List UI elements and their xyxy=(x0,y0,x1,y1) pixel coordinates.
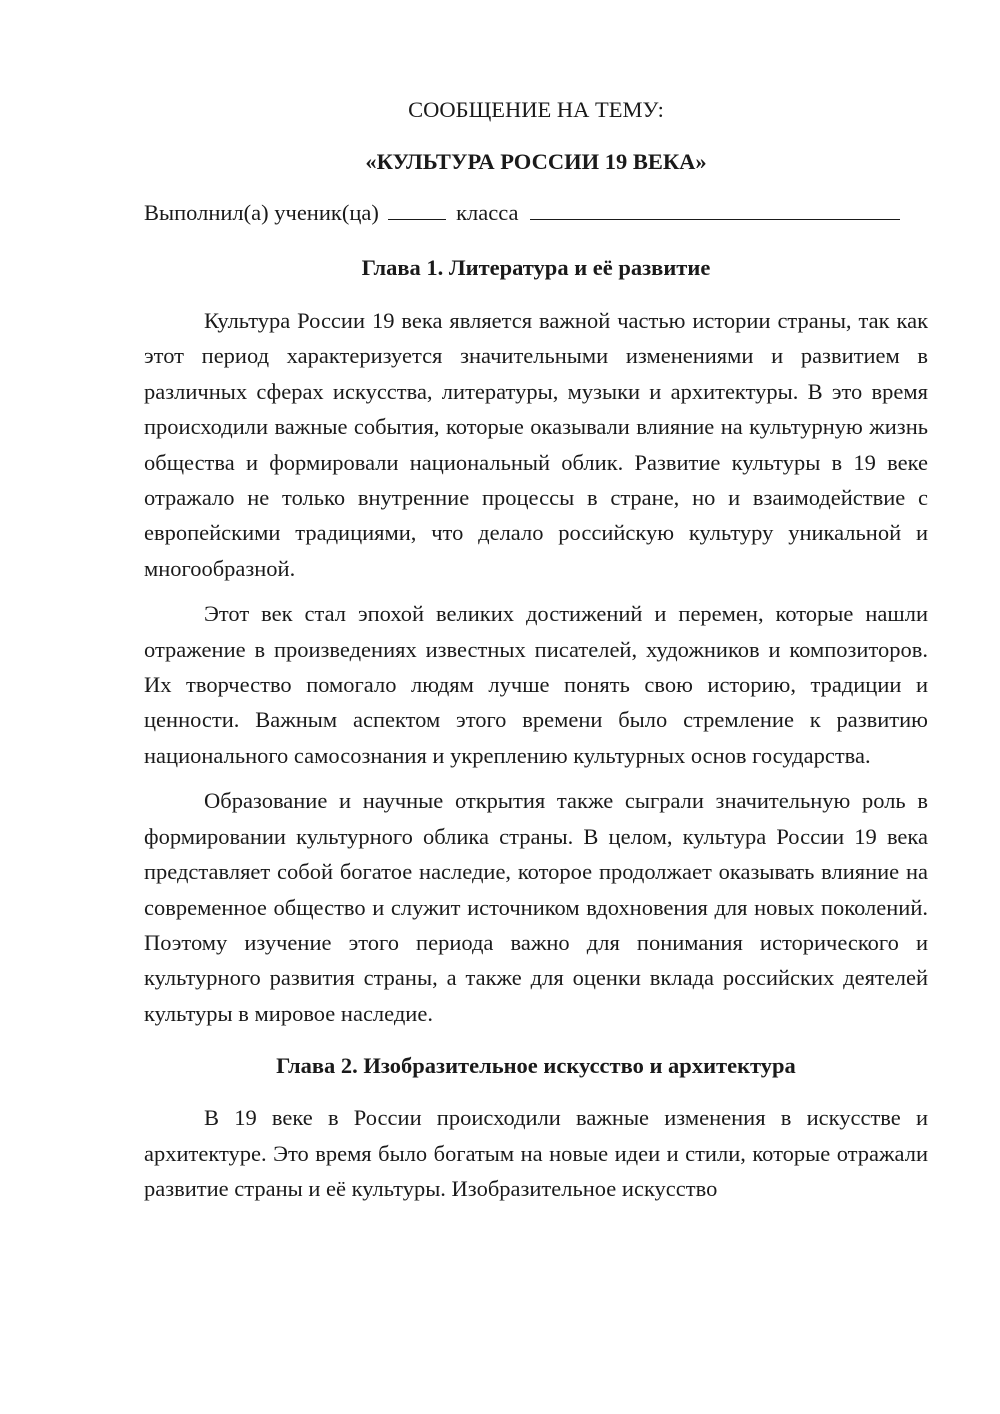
chapter-1-paragraph-3: Образование и научные открытия также сыграли значительную роль в формировании культурного облика страны. В целом, культура России 19 века представляет собой богатое наследие, которое продолжает оказывать влияние на современное общество и служит источником вдохновения для новых поколений. Поэтому изучение этого периода важно для понимания исторического и культурного развития страны, а также для оценки вклада российских деятелей культуры в мировое наследие. xyxy=(144,788,928,1026)
document-heading-topic: СООБЩЕНИЕ НА ТЕМУ: xyxy=(408,97,664,122)
document-title: «КУЛЬТУРА РОССИИ 19 ВЕКА» xyxy=(365,149,707,174)
chapter-2-paragraph-1: В 19 веке в России происходили важные изменения в искусстве и архитектуре. Это время было богатым на новые идеи и стили, которые отражали развитие страны и её культуры. Изобразительное искусство xyxy=(144,1105,928,1201)
document-page xyxy=(144,92,928,1206)
student-name-blank xyxy=(530,197,900,220)
author-label: Выполнил(а) ученик(ца) xyxy=(144,200,379,225)
chapter-2-title: Глава 2. Изобразительное искусство и архитектура xyxy=(276,1053,796,1079)
chapter-1-title: Глава 1. Литература и её развитие xyxy=(361,255,711,280)
chapter-1-paragraph-1: Культура России 19 века является важной частью истории страны, так как этот период характеризуется значительными изменениями и развитием в различных сферах искусства, литературы, музыки и архитектуры. В это время происходили важные события, которые оказывали влияние на культурную жизнь общества и формировали национальный облик. Развитие культуры в 19 веке отражало не только внутренние процессы в стране, но и взаимодействие с европейскими традициями, что делало российскую культуру уникальной и многообразной. xyxy=(144,308,928,581)
chapter-1-paragraph-2: Этот век стал эпохой великих достижений и перемен, которые нашли отражение в произведениях известных писателей, художников и композиторов. Их творчество помогало людям лучше понять свою историю, традиции и ценности. Важным аспектом этого времени было стремление к развитию национального самосознания и укреплению культурных основ государства. xyxy=(144,601,928,768)
class-label: класса xyxy=(456,200,519,225)
author-line xyxy=(144,195,928,231)
class-number-blank xyxy=(388,197,446,220)
